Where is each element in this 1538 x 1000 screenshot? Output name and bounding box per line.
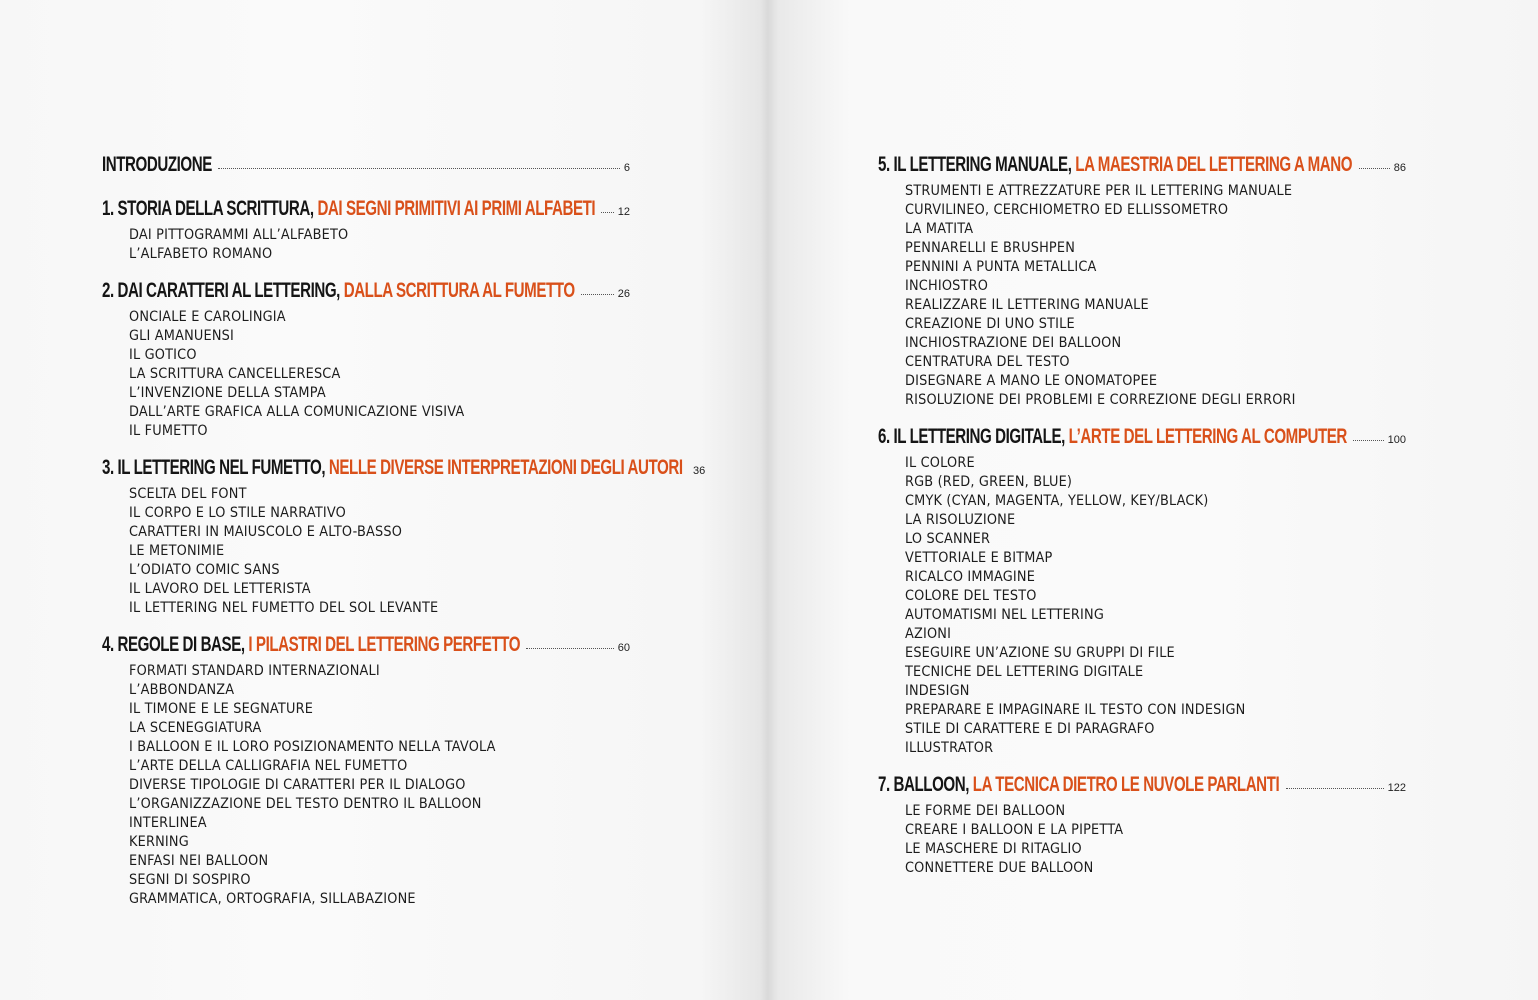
dot-leader <box>1286 788 1384 789</box>
section-item[interactable]: LA SCRITTURA CANCELLERESCA <box>129 366 341 382</box>
section-item[interactable]: DAI PITTOGRAMMI ALL’ALFABETO <box>129 227 349 243</box>
left-page <box>102 148 706 919</box>
section-item[interactable]: DALL’ARTE GRAFICA ALLA COMUNICAZIONE VISIVA <box>129 404 465 420</box>
toc-chapter-1 <box>102 192 630 264</box>
section-item[interactable]: IL GOTICO <box>129 347 197 363</box>
chapter-title <box>102 192 595 226</box>
section-item[interactable]: ILLUSTRATOR <box>905 740 994 756</box>
section-list <box>102 662 630 909</box>
section-item[interactable]: REALIZZARE IL LETTERING MANUALE <box>905 297 1149 313</box>
toc-chapter-2 <box>102 274 630 441</box>
intro-title: INTRODUZIONE <box>102 153 212 176</box>
section-item[interactable]: IL LETTERING NEL FUMETTO DEL SOL LEVANTE <box>129 600 439 616</box>
dot-leader <box>526 648 614 649</box>
section-item[interactable]: CENTRATURA DEL TESTO <box>905 354 1070 370</box>
section-list <box>102 226 630 264</box>
chapter-title-main: 1. STORIA DELLA SCRITTURA, <box>102 197 314 220</box>
right-page <box>878 148 1406 888</box>
section-item[interactable]: IL COLORE <box>905 455 975 471</box>
chapter-title-main: 6. IL LETTERING DIGITALE, <box>878 425 1065 448</box>
chapter-title <box>102 451 683 485</box>
toc-chapter-6 <box>878 420 1406 758</box>
section-item[interactable]: LE FORME DEI BALLOON <box>905 803 1066 819</box>
dot-leader <box>601 212 614 213</box>
section-item[interactable]: L’ORGANIZZAZIONE DEL TESTO DENTRO IL BALLOON <box>129 796 482 812</box>
page-number: 100 <box>1387 434 1406 446</box>
section-item[interactable]: GLI AMANUENSI <box>129 328 234 344</box>
toc-chapter-7 <box>878 768 1406 878</box>
section-item[interactable]: L’INVENZIONE DELLA STAMPA <box>129 385 326 401</box>
section-item[interactable]: GRAMMATICA, ORTOGRAFIA, SILLABAZIONE <box>129 891 416 907</box>
section-item[interactable]: CARATTERI IN MAIUSCOLO E ALTO-BASSO <box>129 524 403 540</box>
section-item[interactable]: FORMATI STANDARD INTERNAZIONALI <box>129 663 380 679</box>
section-item[interactable]: STILE DI CARATTERE E DI PARAGRAFO <box>905 721 1155 737</box>
toc-chapter-4 <box>102 628 630 909</box>
section-item[interactable]: DISEGNARE A MANO LE ONOMATOPEE <box>905 373 1158 389</box>
section-item[interactable]: CREAZIONE DI UNO STILE <box>905 316 1075 332</box>
page-number: 60 <box>617 642 630 654</box>
section-item[interactable]: LO SCANNER <box>905 531 991 547</box>
chapter-title-subtitle: LA MAESTRIA DEL LETTERING A MANO <box>1075 153 1353 176</box>
section-item[interactable]: ENFASI NEI BALLOON <box>129 853 269 869</box>
section-item[interactable]: LA RISOLUZIONE <box>905 512 1016 528</box>
chapter-heading[interactable] <box>102 451 706 485</box>
toc-chapter-5 <box>878 148 1406 410</box>
chapter-title-main: 3. IL LETTERING NEL FUMETTO, <box>102 456 326 479</box>
section-item[interactable]: AZIONI <box>905 626 952 642</box>
dot-leader <box>1353 440 1383 441</box>
chapter-title <box>102 274 575 308</box>
chapter-title-subtitle: L’ARTE DEL LETTERING AL COMPUTER <box>1068 425 1347 448</box>
chapter-title-main: 2. DAI CARATTERI AL LETTERING, <box>102 279 340 302</box>
section-item[interactable]: VETTORIALE E BITMAP <box>905 550 1053 566</box>
page-number: 86 <box>1393 162 1406 174</box>
toc-intro-title <box>102 148 212 182</box>
toc-chapter-3 <box>102 451 706 618</box>
section-list <box>102 308 630 441</box>
section-item[interactable]: LA SCENEGGIATURA <box>129 720 262 736</box>
toc-intro <box>102 148 630 182</box>
section-item[interactable]: RISOLUZIONE DEI PROBLEMI E CORREZIONE DEGLI ERRORI <box>905 392 1296 408</box>
section-item[interactable]: L’ARTE DELLA CALLIGRAFIA NEL FUMETTO <box>129 758 408 774</box>
section-item[interactable]: LE MASCHERE DI RITAGLIO <box>905 841 1082 857</box>
chapter-title <box>878 148 1352 182</box>
chapter-title <box>878 768 1279 802</box>
chapter-heading[interactable] <box>102 192 630 226</box>
section-item[interactable]: INCHIOSTRO <box>905 278 989 294</box>
section-item[interactable]: AUTOMATISMI NEL LETTERING <box>905 607 1104 623</box>
section-list <box>878 454 1406 758</box>
section-item[interactable]: PREPARARE E IMPAGINARE IL TESTO CON INDESIGN <box>905 702 1246 718</box>
chapter-title <box>102 628 520 662</box>
section-item[interactable]: COLORE DEL TESTO <box>905 588 1037 604</box>
section-item[interactable]: DIVERSE TIPOLOGIE DI CARATTERI PER IL DIALOGO <box>129 777 466 793</box>
section-item[interactable]: ESEGUIRE UN’AZIONE SU GRUPPI DI FILE <box>905 645 1175 661</box>
page-number: 36 <box>693 465 706 477</box>
section-item[interactable]: IL FUMETTO <box>129 423 208 439</box>
chapter-heading[interactable] <box>878 148 1406 182</box>
chapter-title-subtitle: LA TECNICA DIETRO LE NUVOLE PARLANTI <box>972 773 1280 796</box>
section-item[interactable]: PENNINI A PUNTA METALLICA <box>905 259 1097 275</box>
section-item[interactable]: TECNICHE DEL LETTERING DIGITALE <box>905 664 1144 680</box>
section-item[interactable]: PENNARELLI E BRUSHPEN <box>905 240 1076 256</box>
section-item[interactable]: CURVILINEO, CERCHIOMETRO ED ELLISSOMETRO <box>905 202 1229 218</box>
section-item[interactable]: IL LAVORO DEL LETTERISTA <box>129 581 311 597</box>
toc-intro-head[interactable] <box>102 148 630 182</box>
chapter-heading[interactable] <box>102 274 630 308</box>
dot-leader <box>1359 168 1390 169</box>
section-item[interactable]: RGB (RED, GREEN, BLUE) <box>905 474 1073 490</box>
section-item[interactable]: IL CORPO E LO STILE NARRATIVO <box>129 505 346 521</box>
section-item[interactable]: INCHIOSTRAZIONE DEI BALLOON <box>905 335 1122 351</box>
dot-leader <box>581 294 614 295</box>
section-item[interactable]: CMYK (CYAN, MAGENTA, YELLOW, KEY/BLACK) <box>905 493 1209 509</box>
page-number: 6 <box>623 162 630 174</box>
section-item[interactable]: LE METONIMIE <box>129 543 225 559</box>
section-item[interactable]: L’ODIATO COMIC SANS <box>129 562 280 578</box>
chapter-title-subtitle: NELLE DIVERSE INTERPRETAZIONI DEGLI AUTORI <box>328 456 683 479</box>
section-list <box>878 182 1406 410</box>
chapter-title <box>878 420 1347 454</box>
chapter-title-subtitle: I PILASTRI DEL LETTERING PERFETTO <box>248 633 521 656</box>
chapter-title-main: 4. REGOLE DI BASE, <box>102 633 245 656</box>
chapter-title-main: 7. BALLOON, <box>878 773 970 796</box>
section-item[interactable]: CONNETTERE DUE BALLOON <box>905 860 1094 876</box>
section-item[interactable]: I BALLOON E IL LORO POSIZIONAMENTO NELLA TAVOLA <box>129 739 496 755</box>
chapter-title-subtitle: DALLA SCRITTURA AL FUMETTO <box>343 279 575 302</box>
section-item[interactable]: CREARE I BALLOON E LA PIPETTA <box>905 822 1124 838</box>
page-number: 26 <box>617 288 630 300</box>
chapter-heading[interactable] <box>102 628 630 662</box>
section-item[interactable]: L’ALFABETO ROMANO <box>129 246 273 262</box>
section-item[interactable]: IL TIMONE E LE SEGNATURE <box>129 701 314 717</box>
chapter-heading[interactable] <box>878 768 1406 802</box>
section-item[interactable]: KERNING <box>129 834 189 850</box>
section-item[interactable]: ONCIALE E CAROLINGIA <box>129 309 286 325</box>
section-item[interactable]: RICALCO IMMAGINE <box>905 569 1036 585</box>
dot-leader <box>218 168 620 169</box>
section-item[interactable]: INDESIGN <box>905 683 970 699</box>
section-item[interactable]: L’ABBONDANZA <box>129 682 235 698</box>
section-item[interactable]: LA MATITA <box>905 221 974 237</box>
page-number: 122 <box>1387 782 1406 794</box>
section-item[interactable]: INTERLINEA <box>129 815 207 831</box>
chapter-heading[interactable] <box>878 420 1406 454</box>
chapter-title-main: 5. IL LETTERING MANUALE, <box>878 153 1072 176</box>
section-item[interactable]: SCELTA DEL FONT <box>129 486 247 502</box>
page-number: 12 <box>617 206 630 218</box>
chapter-title-subtitle: DAI SEGNI PRIMITIVI AI PRIMI ALFABETI <box>317 197 596 220</box>
section-list <box>878 802 1406 878</box>
section-list <box>102 485 630 618</box>
section-item[interactable]: STRUMENTI E ATTREZZATURE PER IL LETTERING MANUALE <box>905 183 1293 199</box>
section-item[interactable]: SEGNI DI SOSPIRO <box>129 872 251 888</box>
